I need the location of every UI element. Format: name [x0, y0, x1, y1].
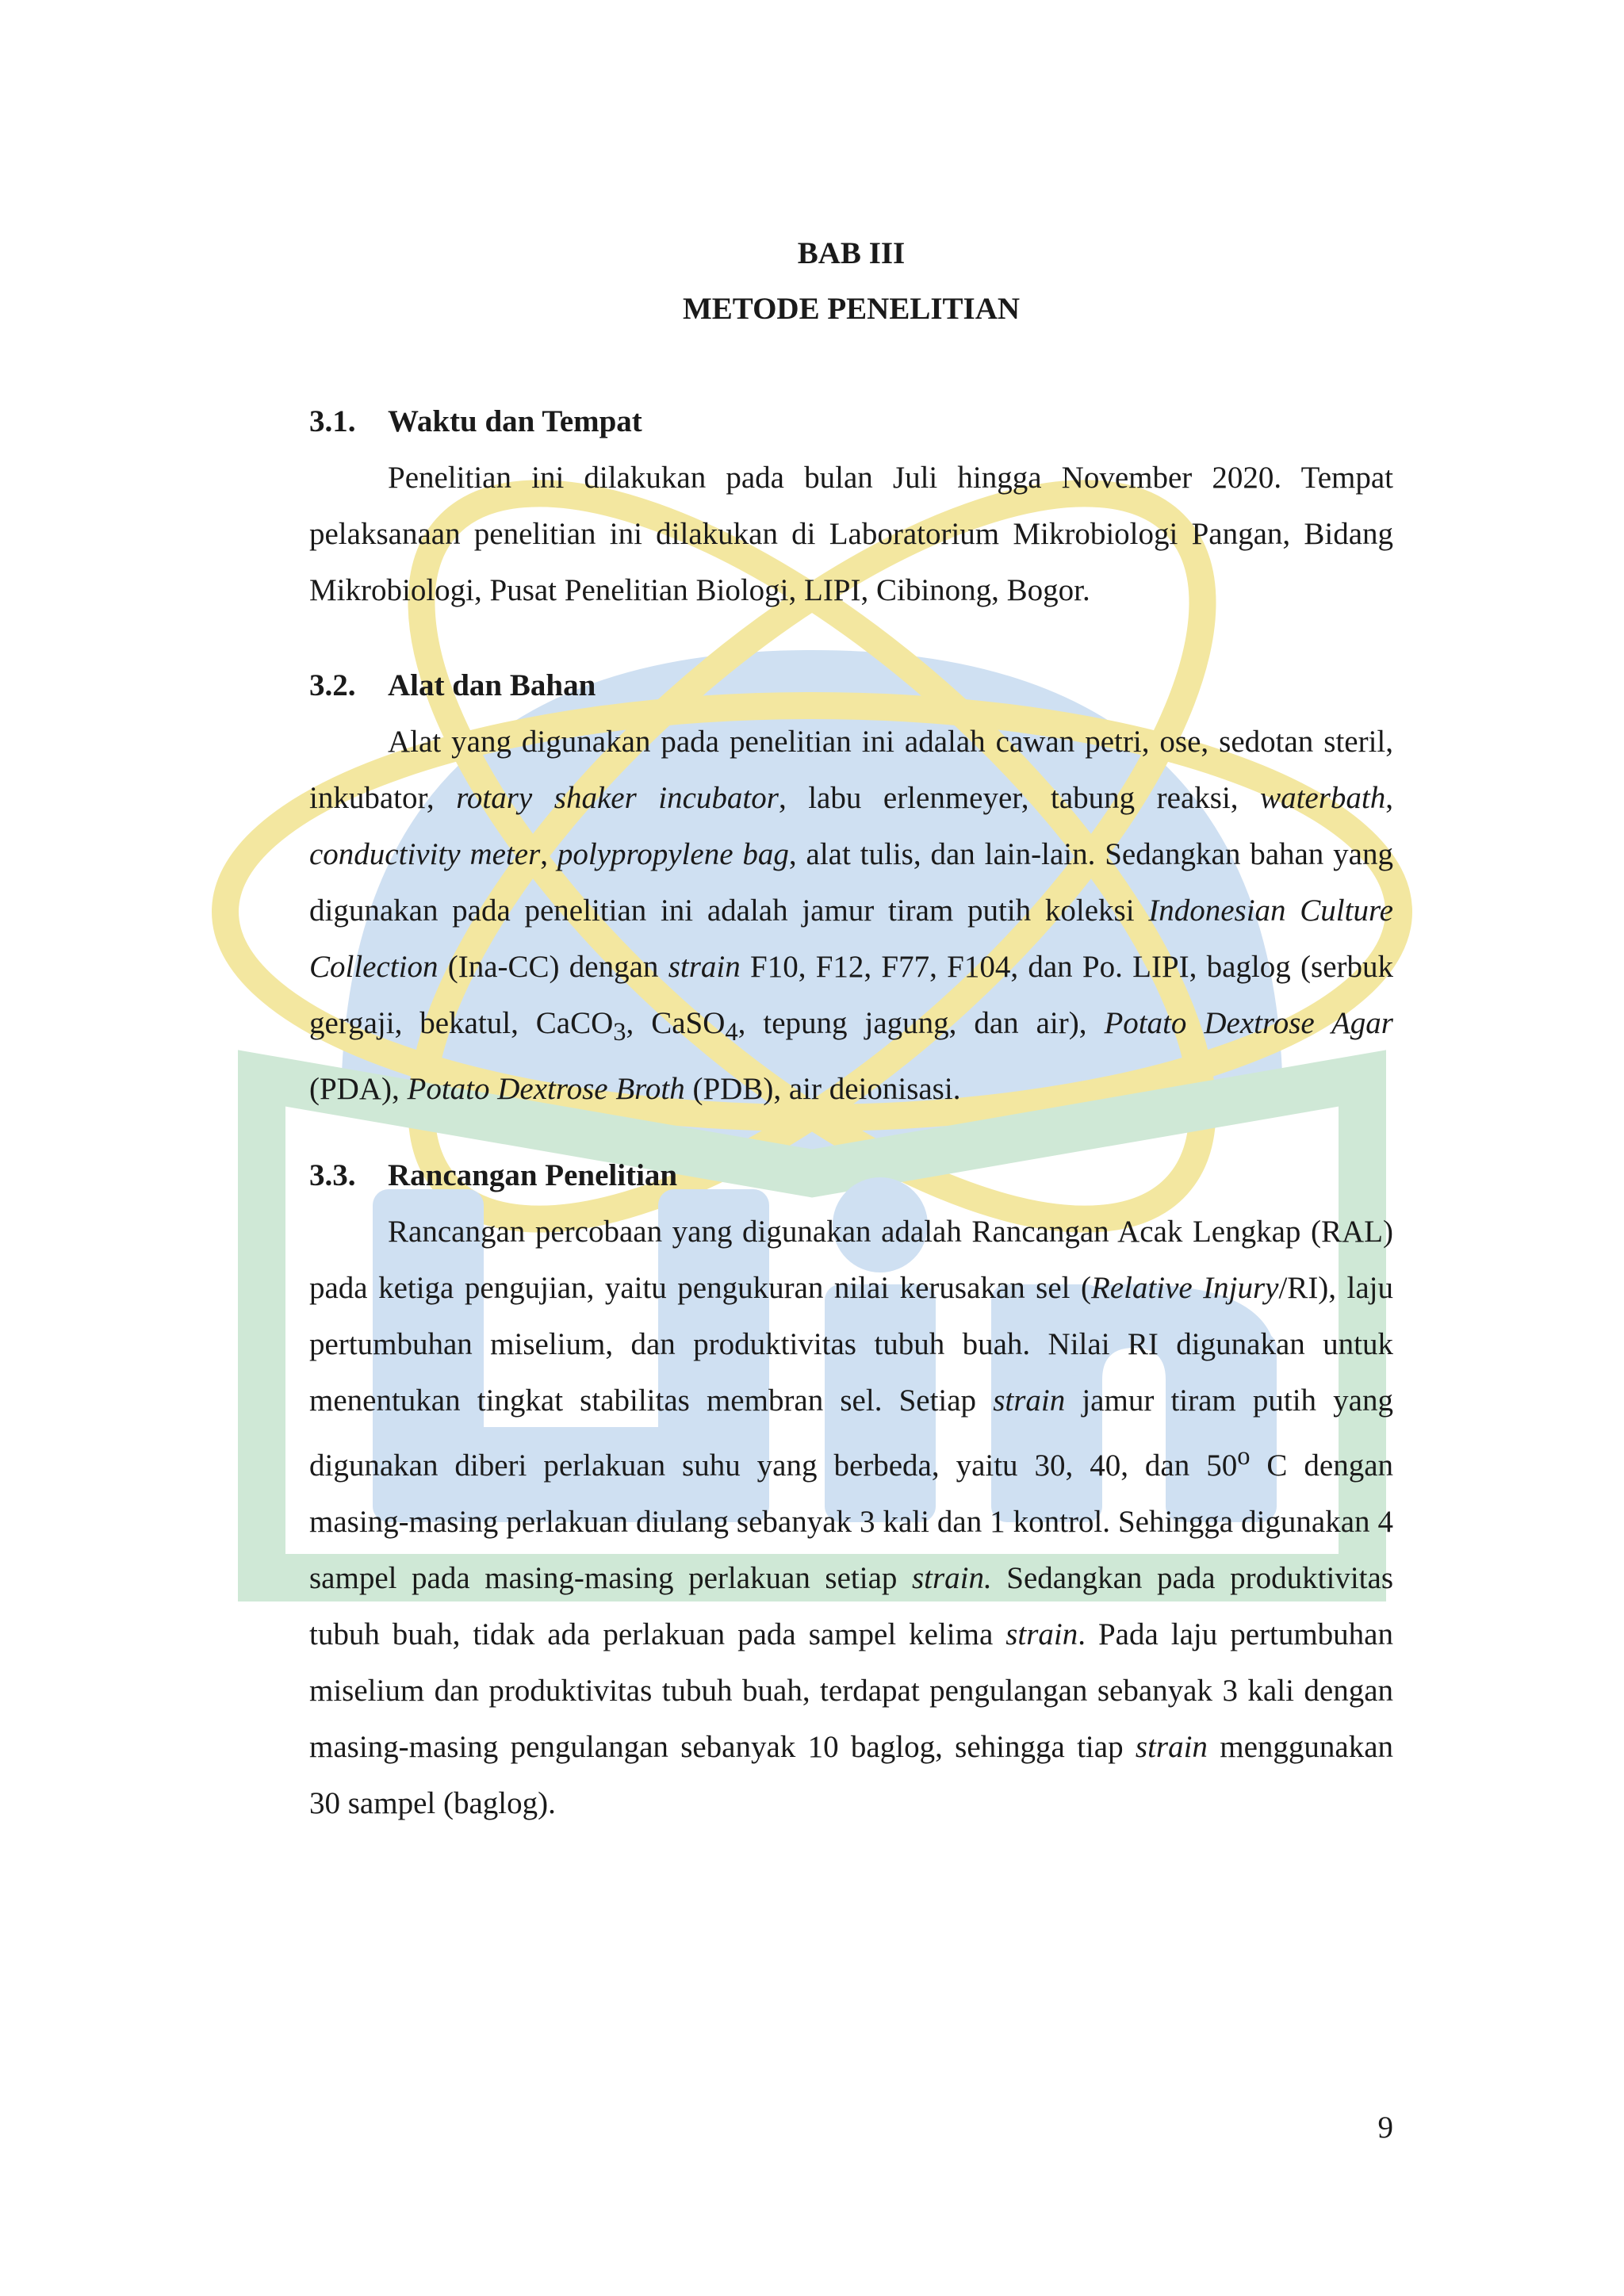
superscript: o [1237, 1442, 1251, 1471]
italic-term: rotary shaker incubator [456, 781, 779, 815]
section-paragraph-3-2: Alat yang digunakan pada penelitian ini adalah cawan petri, ose, sedotan steril, inkubator, rotary shaker incubator, labu erlenmeyer, tabung reaksi, waterbath, conductivity meter, polypropylene bag, alat tulis, dan lain-lain. Sedangkan bahan yang digunakan pada penelitian ini adalah jamur tiram putih koleksi Indonesian Culture Collection (Ina-CC) dengan strain F10, F12, F77, F104, dan Po. LIPI, baglog (serbuk gergaji, bekatul, CaCO$_3$, CaSO$_4$, tepung jagung, dan air), Potato Dextrose Agar (PDA), Potato Dextrose Broth (PDB), air deionisasi. [309, 725, 1394, 1106]
section-title: Alat dan Bahan [388, 668, 596, 702]
subscript: 3 [613, 1017, 626, 1047]
section-paragraph-3-1: Penelitian ini dilakukan pada bulan Juli hingga November 2020. Tempat pelaksanaan penelitian ini dilakukan di Laboratorium Mikrobiologi Pangan, Bidang Mikrobiologi, Pusat Penelitian Biologi, LIPI, Cibinong, Bogor. [309, 461, 1393, 607]
page-number: 9 [1377, 2110, 1393, 2145]
section-number: 3.1. [309, 404, 356, 438]
italic-term: polypropylene bag [557, 837, 789, 871]
italic-term: strain [993, 1383, 1066, 1418]
italic-term: conductivity meter [309, 837, 541, 871]
section-paragraph-3-3: Rancangan percobaan yang digunakan adalah Rancangan Acak Lengkap (RAL) pada ketiga pengujian, yaitu pengukuran nilai kerusakan sel (Relative Injury/RI), laju pertumbuhan miselium, dan produktivitas tubuh buah. Nilai RI digunakan untuk menentukan tingkat stabilitas membran sel. Setiap strain jamur tiram putih yang digunakan diberi perlakuan suhu yang berbeda, yaitu 30, 40, dan 50$^o$ C dengan masing-masing perlakuan diulang sebanyak 3 kali dan 1 kontrol. Sehingga digunakan 4 sampel pada masing-masing perlakuan setiap strain. Sedangkan pada produktivitas tubuh buah, tidak ada perlakuan pada sampel kelima strain. Pada laju pertumbuhan miselium dan produktivitas tubuh buah, terdapat pengulangan sebanyak 3 kali dengan masing-masing pengulangan sebanyak 10 baglog, sehingga tiap strain menggunakan 30 sampel (baglog). [309, 1215, 1394, 1820]
section-title: Rancangan Penelitian [388, 1158, 678, 1192]
italic-term: strain [668, 950, 741, 984]
section-heading-3-2 [309, 667, 596, 705]
section-number: 3.3. [309, 1158, 356, 1192]
chapter-label: BAB III [797, 236, 906, 270]
italic-term: strain. [911, 1561, 992, 1595]
section-heading-3-1 [309, 403, 642, 441]
italic-term: Potato Dextrose Agar [1104, 1006, 1393, 1040]
subscript: 4 [725, 1017, 738, 1047]
chapter-title: METODE PENELITIAN [682, 292, 1021, 326]
italic-term: waterbath [1260, 781, 1386, 815]
section-heading-3-3 [309, 1157, 677, 1195]
italic-term: Relative Injury [1090, 1271, 1279, 1305]
italic-term: Potato Dextrose Broth [407, 1071, 685, 1106]
italic-term: Indonesian Culture Collection [309, 894, 1393, 984]
section-title: Waktu dan Tempat [388, 404, 642, 438]
italic-term: strain [1135, 1730, 1208, 1764]
section-number: 3.2. [309, 668, 356, 702]
italic-term: strain [1005, 1617, 1078, 1651]
